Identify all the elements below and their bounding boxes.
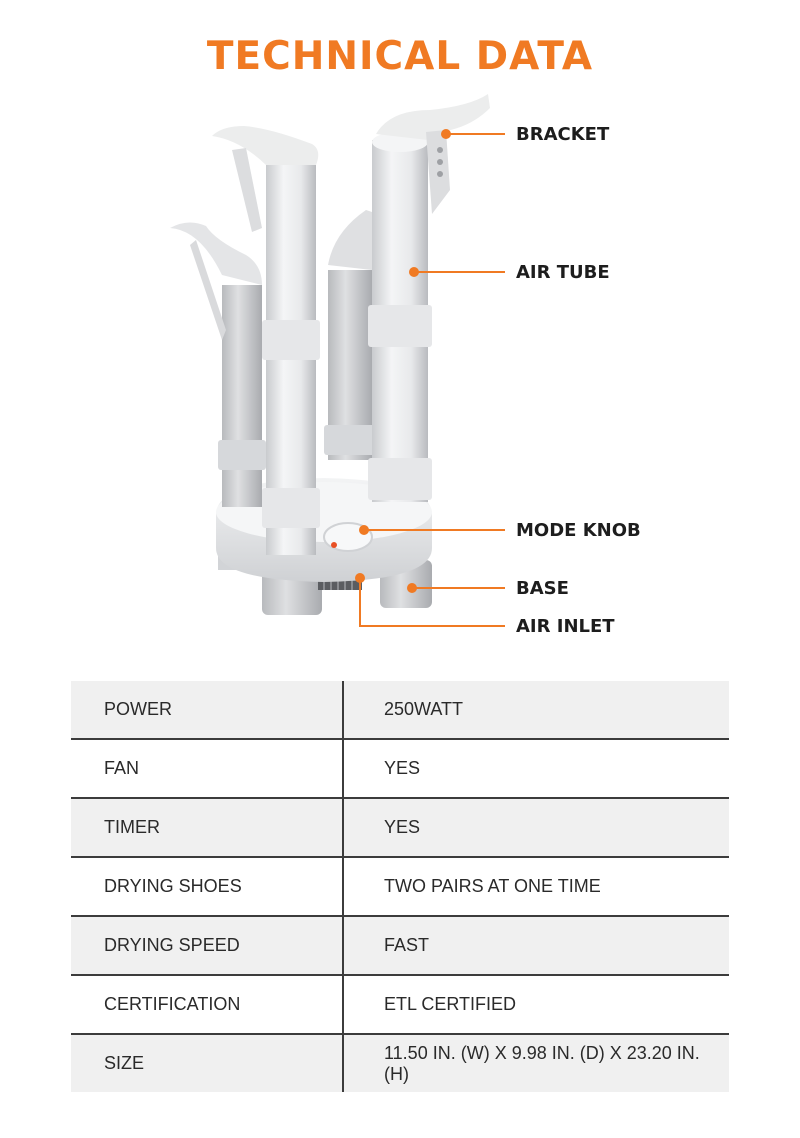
- bracket-back-right: [328, 210, 372, 270]
- callout-base: BASE: [516, 578, 569, 599]
- table-row: [71, 798, 729, 857]
- table-row: [71, 975, 729, 1034]
- spec-table: [71, 681, 729, 1092]
- spec-label: FAN: [71, 739, 343, 798]
- table-row: [71, 857, 729, 916]
- air-tube-back-left: [222, 285, 262, 507]
- spec-label: CERTIFICATION: [71, 975, 343, 1034]
- callout-air-inlet: AIR INLET: [516, 616, 615, 637]
- spec-label: TIMER: [71, 798, 343, 857]
- spec-label: DRYING SHOES: [71, 857, 343, 916]
- table-row: [71, 681, 729, 739]
- callout-mode-knob: MODE KNOB: [516, 520, 641, 541]
- spec-value: 11.50 IN. (W) X 9.98 IN. (D) X 23.20 IN. (H): [343, 1034, 729, 1092]
- spec-value: YES: [343, 798, 729, 857]
- callout-air-tube: AIR TUBE: [516, 262, 610, 283]
- table-row: [71, 739, 729, 798]
- spec-value: YES: [343, 739, 729, 798]
- shoe-dryer-illustration: [0, 85, 800, 655]
- spec-value: 250WATT: [343, 681, 729, 739]
- bracket-back-left: [170, 222, 262, 285]
- callout-dot-air-tube: [409, 267, 419, 277]
- spec-value: ETL CERTIFIED: [343, 975, 729, 1034]
- callout-dot-air-inlet: [355, 573, 365, 583]
- bracket-front-left: [212, 126, 318, 165]
- spec-value: FAST: [343, 916, 729, 975]
- spec-label: SIZE: [71, 1034, 343, 1092]
- table-row: [71, 916, 729, 975]
- callout-dot-mode-knob: [359, 525, 369, 535]
- callout-dot-bracket: [441, 129, 451, 139]
- table-row: [71, 1034, 729, 1092]
- spec-label: POWER: [71, 681, 343, 739]
- page-title: TECHNICAL DATA: [206, 34, 594, 79]
- callout-dot-base: [407, 583, 417, 593]
- spec-value: TWO PAIRS AT ONE TIME: [343, 857, 729, 916]
- spec-label: DRYING SPEED: [71, 916, 343, 975]
- callout-bracket: BRACKET: [516, 124, 610, 145]
